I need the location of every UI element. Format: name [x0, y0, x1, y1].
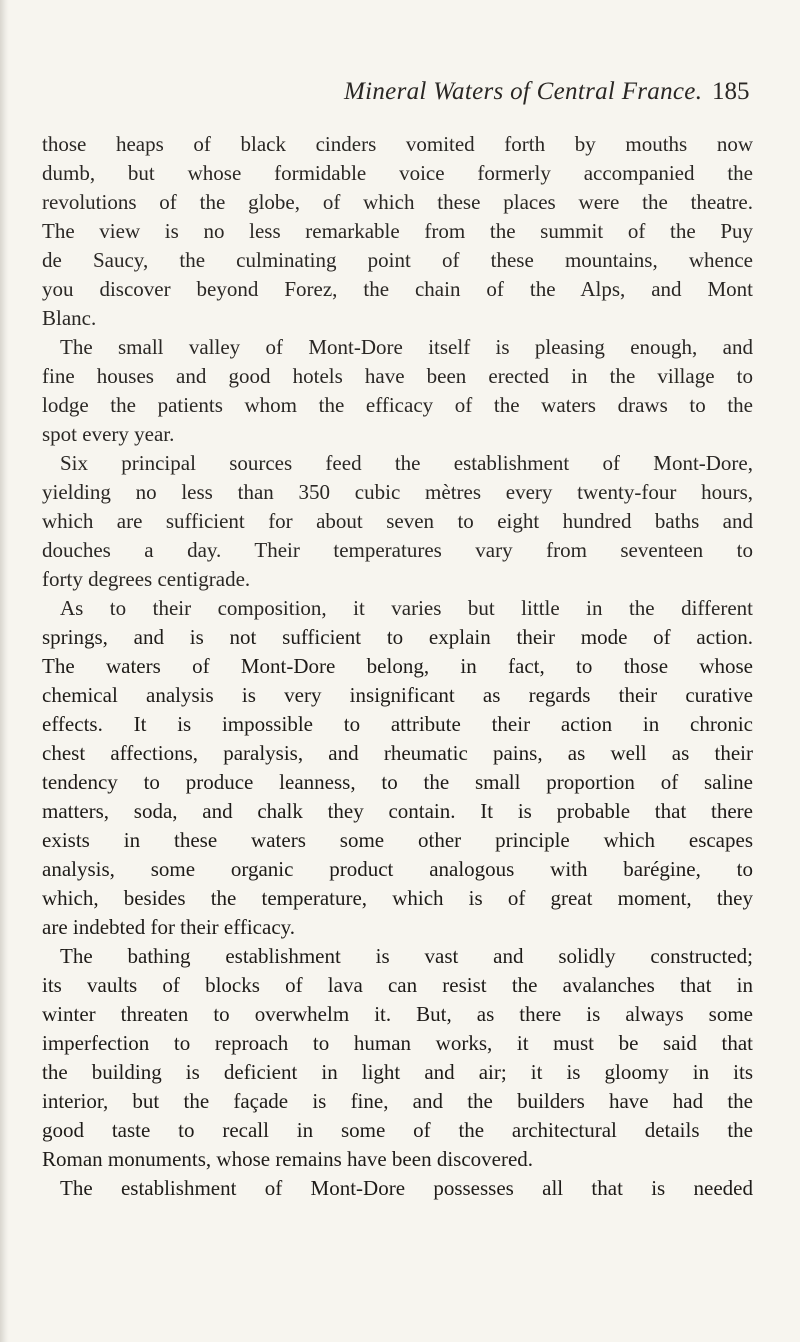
text-line: douches a day. Their temperatures vary from seventeen to [42, 538, 753, 562]
text-line: exists in these waters some other principle which escapes [42, 828, 753, 852]
text-line: its vaults of blocks of lava can resist the avalanches that in [42, 973, 753, 997]
text-line: forty degrees centigrade. [42, 567, 251, 591]
text-line: you discover beyond Forez, the chain of the Alps, and Mont [42, 277, 753, 301]
text-line: fine houses and good hotels have been erected in the village to [42, 364, 753, 388]
text-line: analysis, some organic product analogous with barégine, to [42, 857, 753, 881]
page-number: 185 [712, 78, 750, 105]
text-line: winter threaten to overwhelm it. But, as there is always some [42, 1002, 753, 1026]
text-line: which, besides the temperature, which is of great moment, they [42, 886, 753, 910]
text-line: tendency to produce leanness, to the small proportion of saline [42, 770, 753, 794]
text-line: are indebted for their efficacy. [42, 915, 296, 939]
text-line: yielding no less than 350 cubic mètres every twenty-four hours, [42, 480, 753, 504]
text-line: The view is no less remarkable from the summit of the Puy [42, 219, 753, 243]
text-line: interior, but the façade is fine, and the builders have had the [42, 1089, 753, 1113]
text-line: imperfection to reproach to human works, it must be said that [42, 1031, 753, 1055]
text-line: Blanc. [42, 306, 97, 330]
paragraph-start-line: The establishment of Mont-Dore possesses all that is needed [60, 1176, 753, 1200]
text-line: which are sufficient for about seven to eight hundred baths and [42, 509, 753, 533]
text-line: lodge the patients whom the efficacy of the waters draws to the [42, 393, 753, 417]
running-title: Mineral Waters of Central France. [344, 78, 703, 105]
text-line: those heaps of black cinders vomited forth by mouths now [42, 132, 753, 156]
text-line: chest affections, paralysis, and rheumatic pains, as well as their [42, 741, 753, 765]
text-line: effects. It is impossible to attribute their action in chronic [42, 712, 753, 736]
paragraph-start-line: The bathing establishment is vast and solidly constructed; [60, 944, 753, 968]
text-line: Roman monuments, whose remains have been discovered. [42, 1147, 534, 1171]
text-line: The waters of Mont-Dore belong, in fact, to those whose [42, 654, 753, 678]
paragraph-start-line: Six principal sources feed the establishment of Mont-Dore, [60, 451, 753, 475]
paragraph-start-line: As to their composition, it varies but little in the different [60, 596, 753, 620]
text-line: springs, and is not sufficient to explain their mode of action. [42, 625, 753, 649]
text-line: matters, soda, and chalk they contain. It is probable that there [42, 799, 753, 823]
text-line: the building is deficient in light and air; it is gloomy in its [42, 1060, 753, 1084]
paragraph-start-line: The small valley of Mont-Dore itself is pleasing enough, and [60, 335, 753, 359]
body-text [42, 130, 753, 1203]
page-binding-edge [0, 0, 9, 1342]
text-line: chemical analysis is very insignificant as regards their curative [42, 683, 753, 707]
text-line: revolutions of the globe, of which these places were the theatre. [42, 190, 753, 214]
text-line: dumb, but whose formidable voice formerly accompanied the [42, 161, 753, 185]
text-line: de Saucy, the culminating point of these mountains, whence [42, 248, 753, 272]
text-line: good taste to recall in some of the architectural details the [42, 1118, 753, 1142]
text-line: spot every year. [42, 422, 175, 446]
running-head [0, 78, 800, 128]
